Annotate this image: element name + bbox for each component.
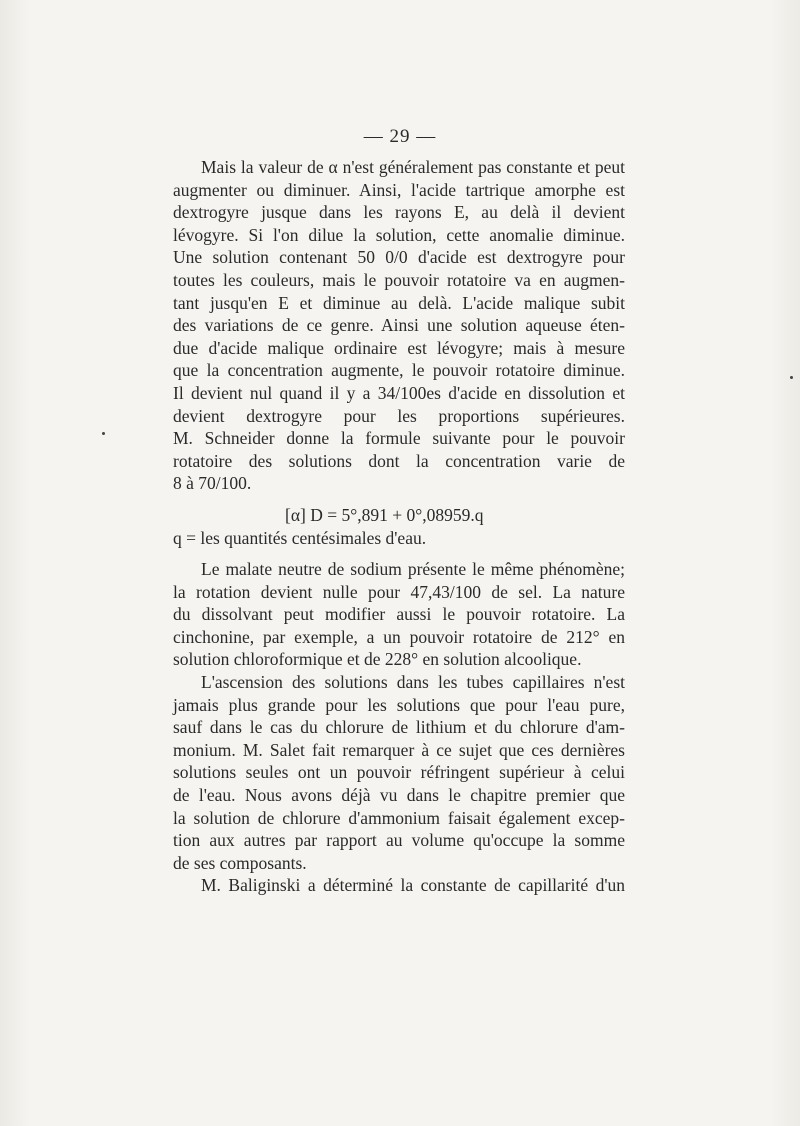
text-line: solution chloroformique et de 228° en solution alcoolique. (173, 649, 582, 670)
text-line: la rotation devient nulle pour 47,43/100 de sel. La nature (173, 581, 625, 602)
speck-mark (102, 432, 105, 435)
text-line: Mais la valeur de α n'est généralement pas constante et peut (201, 157, 625, 177)
formula: [α] D = 5°,891 + 0°,08959.q (285, 504, 484, 525)
text-line: Le malate neutre de sodium présente le même phénomène; (201, 559, 625, 580)
text-line: rotatoire des solutions dont la concentration varie de (173, 450, 625, 471)
text-line: M. Baliginski a déterminé la constante de capillarité d'un (201, 875, 625, 896)
text-line: de l'eau. Nous avons déjà vu dans le chapitre premier que (173, 785, 625, 806)
body-text (173, 156, 625, 897)
formula-legend: q = les quantités centésimales d'eau. (173, 527, 427, 548)
text-line: du dissolvant peut modifier aussi le pouvoir rotatoire. La (173, 604, 625, 625)
text-line: lévogyre. Si l'on dilue la solution, cette anomalie diminue. (173, 224, 625, 245)
text-line: jamais plus grande pour les solutions que pour l'eau pure, (173, 694, 625, 715)
text-line: monium. M. Salet fait remarquer à ce sujet que ces dernières (173, 739, 625, 760)
text-line: augmenter ou diminuer. Ainsi, l'acide tartrique amorphe est (173, 179, 625, 200)
text-line: toutes les couleurs, mais le pouvoir rotatoire va en augmen- (173, 269, 625, 290)
text-line: Une solution contenant 50 0/0 d'acide est dextrogyre pour (173, 247, 625, 268)
text-line: cinchonine, par exemple, a un pouvoir rotatoire de 212° en (173, 626, 625, 647)
text-line: solutions seules ont un pouvoir réfringent supérieur à celui (173, 762, 625, 783)
text-line: Il devient nul quand il y a 34/100es d'acide en dissolution et (173, 382, 625, 403)
page-number: — 29 — (363, 126, 437, 147)
text-line: de ses composants. (173, 852, 307, 873)
text-line: que la concentration augmente, le pouvoir rotatoire diminue. (173, 360, 625, 381)
text-line: dextrogyre jusque dans les rayons E, au delà il devient (173, 202, 625, 223)
text-line: la solution de chlorure d'ammonium faisait également excep- (173, 807, 625, 828)
text-line: sauf dans le cas du chlorure de lithium et du chlorure d'am- (173, 717, 625, 738)
text-line: des variations de ce genre. Ainsi une solution aqueuse éten- (173, 315, 625, 336)
text-line: due d'acide malique ordinaire est lévogyre; mais à mesure (173, 337, 625, 358)
speck-mark (790, 376, 793, 379)
text-line: M. Schneider donne la formule suivante pour le pouvoir (173, 428, 625, 449)
text-line: tant jusqu'en E et diminue au delà. L'acide malique subit (173, 292, 625, 313)
text-line: tion aux autres par rapport au volume qu'occupe la somme (173, 830, 625, 851)
text-line: devient dextrogyre pour les proportions supérieures. (173, 405, 625, 426)
text-line: L'ascension des solutions dans les tubes capillaires n'est (201, 672, 625, 693)
text-line: 8 à 70/100. (173, 473, 252, 494)
